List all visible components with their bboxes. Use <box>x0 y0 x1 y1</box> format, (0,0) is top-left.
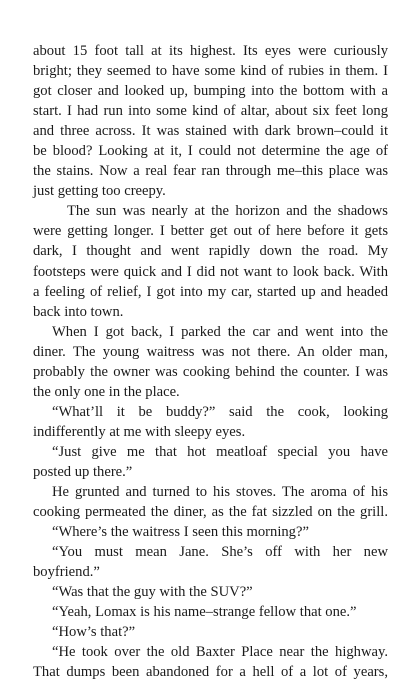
text-line: “How’s that?” <box>52 624 136 641</box>
text-line: boyfriend.” <box>33 564 100 581</box>
text-line: just getting too creepy. <box>33 183 166 200</box>
text-line: posted up there.” <box>33 463 133 480</box>
text-line: “What’ll it be buddy?” said the cook, looking <box>52 403 388 420</box>
text-line: and three across. It was stained with dark brown–could it <box>33 123 388 140</box>
book-page-text <box>33 41 388 683</box>
text-line: The sun was nearly at the horizon and the shadows <box>67 203 388 220</box>
text-line: “He took over the old Baxter Place near the highway. <box>52 644 388 661</box>
text-line: “Was that the guy with the SUV?” <box>52 584 253 601</box>
text-line: be blood? Looking at it, I could not determine the age of <box>33 143 388 160</box>
text-line: diner. The young waitress was not there. An older man, <box>33 343 388 360</box>
text-line: “Yeah, Lomax is his name–strange fellow that one.” <box>52 604 357 621</box>
text-line: “Just give me that hot meatloaf special you have <box>52 443 388 460</box>
text-line: bright; they seemed to have some kind of rubies in them. I <box>33 63 388 80</box>
text-line: about 15 foot tall at its highest. Its eyes were curiously <box>33 43 388 59</box>
text-line: cooking permeated the diner, as the fat sizzled on the grill. <box>33 504 388 521</box>
text-line: When I got back, I parked the car and went into the <box>52 323 388 340</box>
text-line: got closer and looked up, bumping into the bottom with a <box>33 83 388 100</box>
text-line: dark, I thought and went rapidly down the road. My <box>33 243 388 260</box>
text-line: a feeling of relief, I got into my car, started up and headed <box>33 283 388 300</box>
text-line: That dumps been abandoned for a hell of a lot of years, <box>33 664 388 681</box>
text-line: “Where’s the waitress I seen this morning?” <box>52 524 309 541</box>
text-line: back into town. <box>33 303 124 320</box>
text-line: indifferently at me with sleepy eyes. <box>33 423 246 440</box>
text-line: start. I had run into some kind of altar, about six feet long <box>33 103 388 120</box>
text-line: the only one in the place. <box>33 383 180 400</box>
text-line: were getting longer. I better get out of here before it gets <box>33 223 388 240</box>
text-line: the stains. Now a real fear ran through me–this place was <box>33 163 388 180</box>
text-line: He grunted and turned to his stoves. The aroma of his <box>52 484 388 501</box>
text-line: probably the owner was cooking behind the counter. I was <box>33 363 388 380</box>
text-line: “You must mean Jane. She’s off with her new <box>52 544 388 561</box>
text-line: footsteps were quick and I did not want to look back. With <box>33 263 388 280</box>
